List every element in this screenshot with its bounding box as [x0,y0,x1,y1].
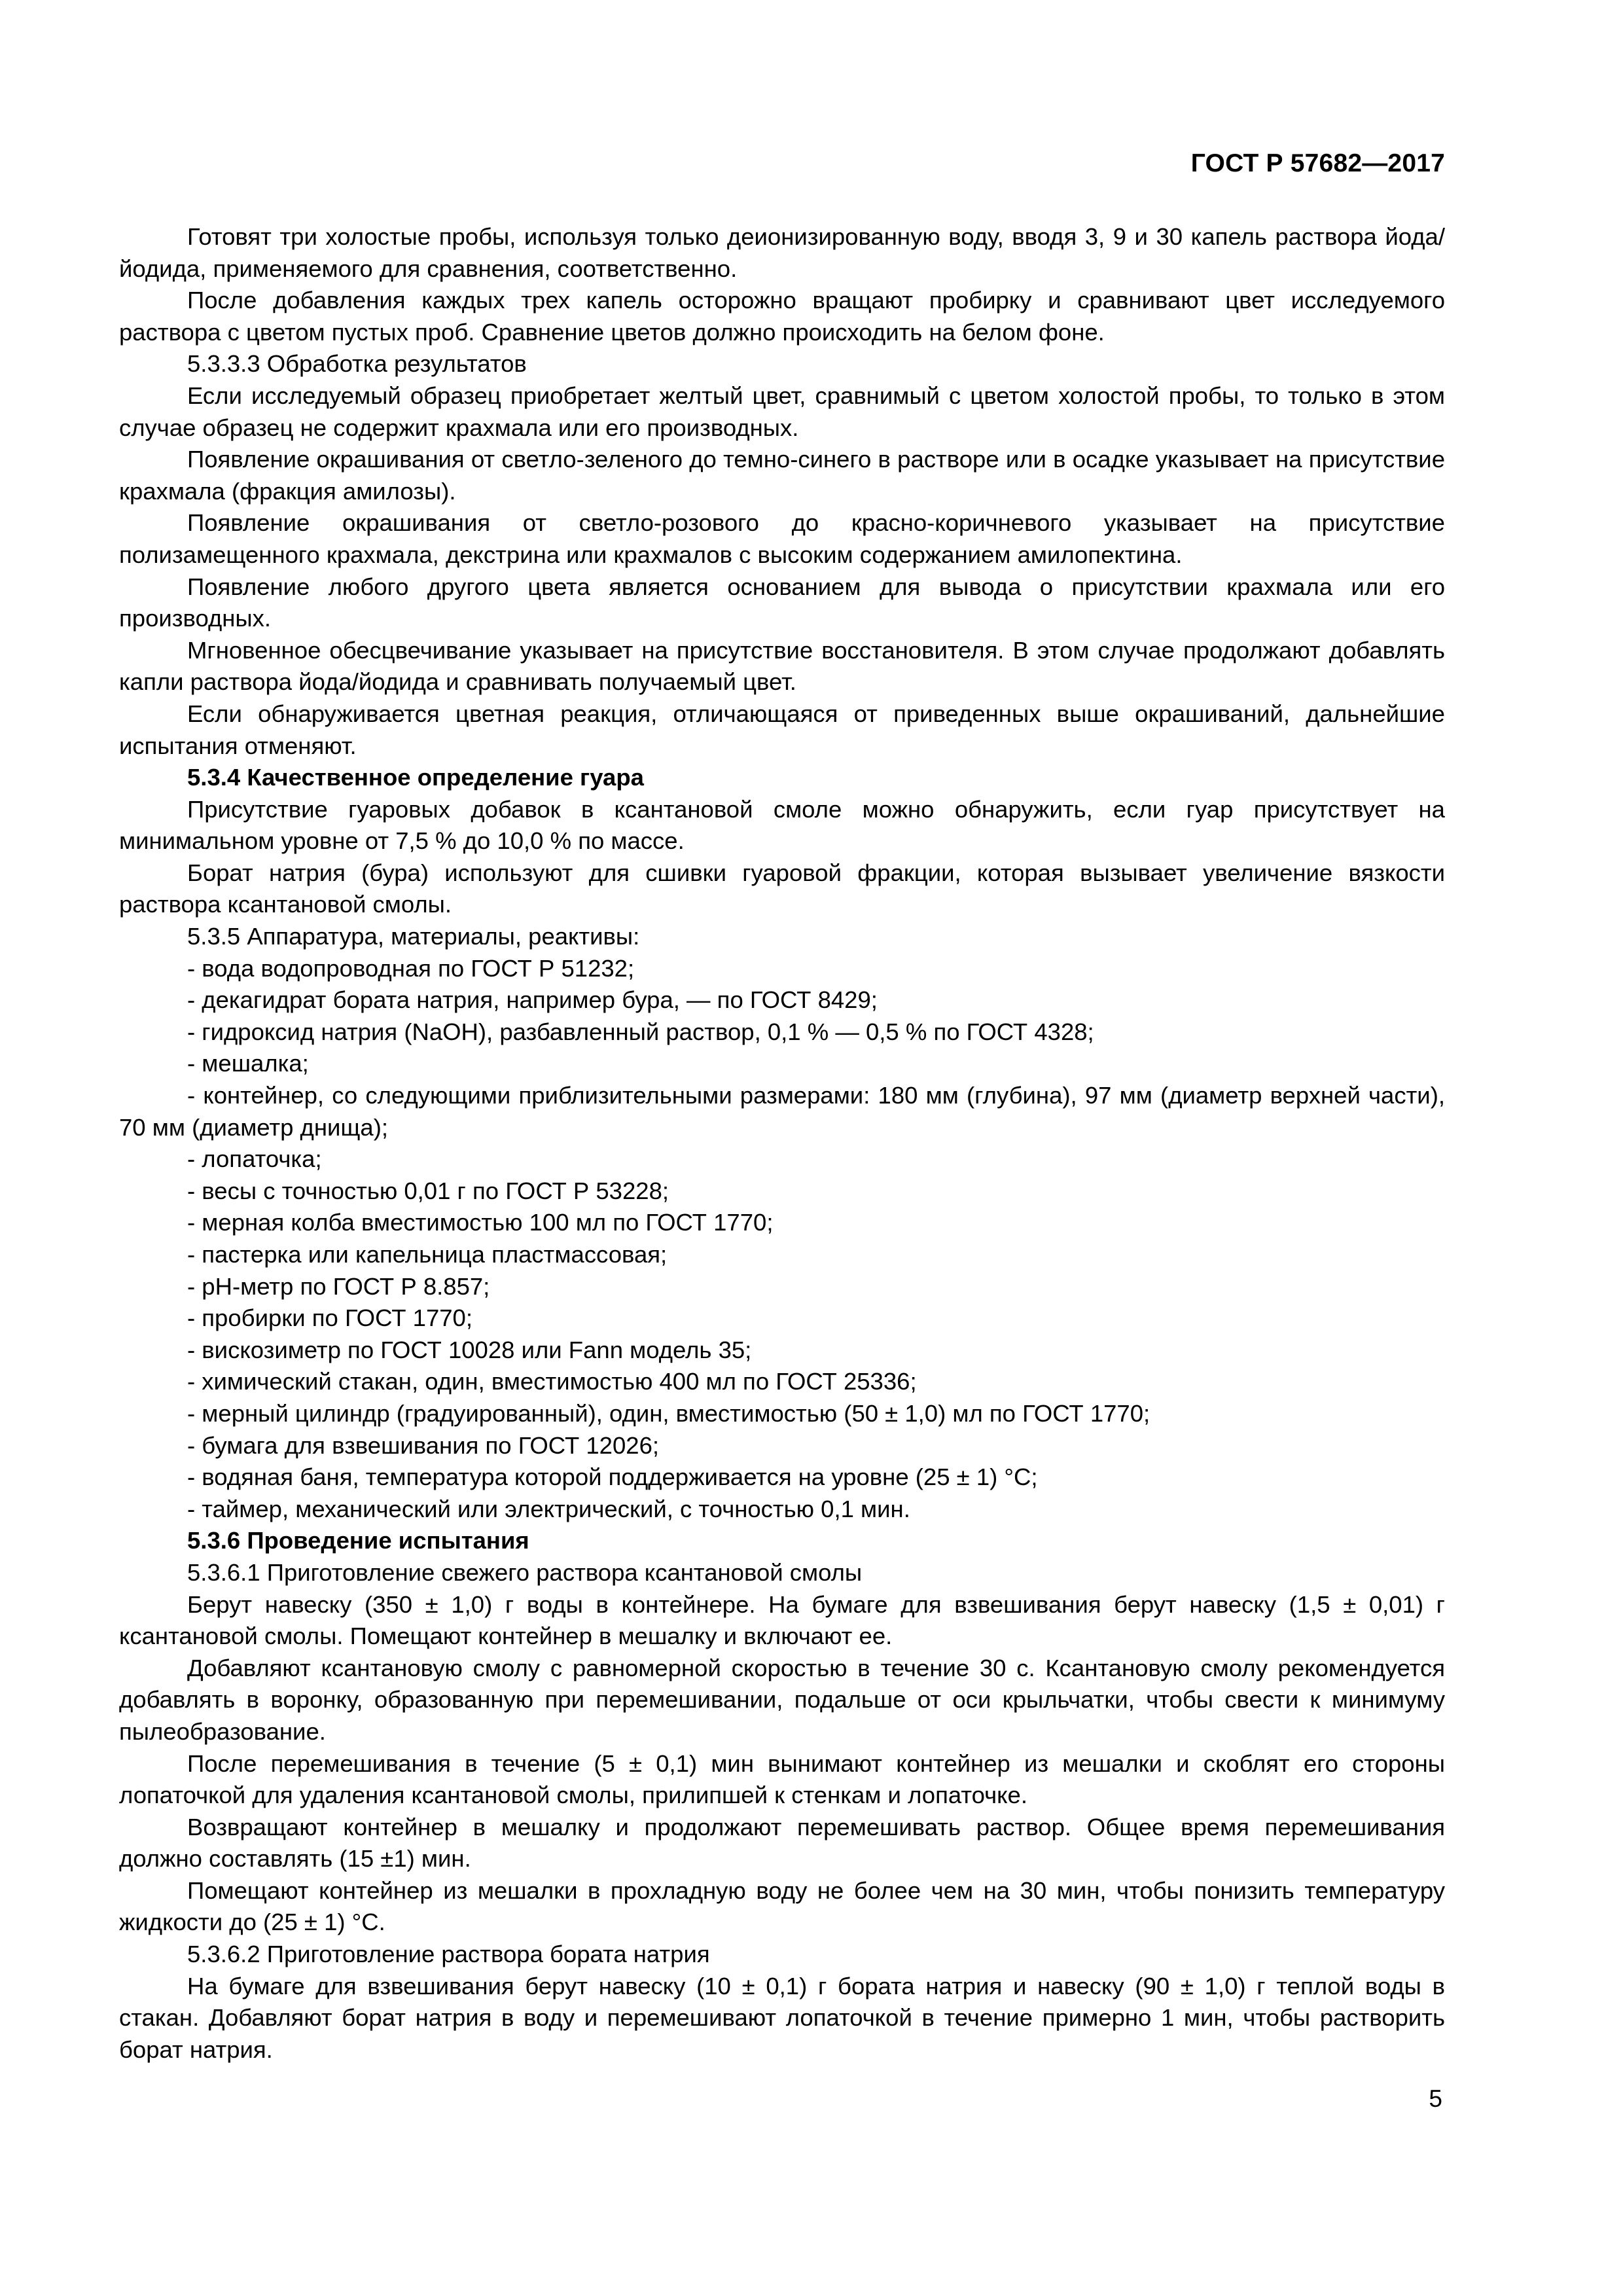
subsection-title: 5.3.6.1 Приготовление свежего раствора ксантановой смолы [187,1558,863,1586]
paragraph: После добавления каждых трех капель осторожно вращают пробирку и сравнивают цвет исследуемого раствора с цветом пустых проб. Сравнение цветов должно происходить на белом фоне. [119,287,1445,346]
paragraph: Если исследуемый образец приобретает желтый цвет, сравнимый с цветом холостой пробы, то только в этом случае образец не содержит крахмала или его производных. [119,382,1445,441]
list-item: - гидроксид натрия (NaOH), разбавленный раствор, 0,1 % — 0,5 % по ГОСТ 4328; [187,1018,1094,1045]
list-item: - таймер, механический или электрический, с точностью 0,1 мин. [187,1495,910,1522]
paragraph: После перемешивания в течение (5 ± 0,1) мин вынимают контейнер из мешалки и скоблят его стороны лопаточкой для удаления ксантановой смолы, прилипшей к стенкам и лопаточке. [119,1749,1445,1809]
paragraph: Готовят три холостые пробы, используя только деионизированную воду, вводя 3, 9 и 30 капель раствора йода/йодида, применяемого для сравнения, соответственно. [119,223,1445,282]
list-item: - водяная баня, температура которой поддерживается на уровне (25 ± 1) °С; [187,1463,1038,1491]
list-item: - пробирки по ГОСТ 1770; [187,1304,473,1332]
paragraph: Добавляют ксантановую смолу с равномерной скоростью в течение 30 с. Ксантановую смолу рекомендуется добавлять в воронку, образованную при перемешивании, подальше от оси крыльчатки, чтобы свести к минимуму пылеобразование. [119,1654,1445,1745]
section-heading: 5.3.4 Качественное определение гуара [187,764,644,791]
list-item: - мерная колба вместимостью 100 мл по ГОСТ 1770; [187,1209,774,1236]
list-item: - мешалка; [187,1050,309,1077]
list-item: - весы с точностью 0,01 г по ГОСТ Р 53228; [187,1177,669,1204]
subsection-title: 5.3.3.3 Обработка результатов [187,350,527,378]
page-number: 5 [1429,2085,1442,2112]
paragraph: Появление окрашивания от светло-зеленого до темно-синего в растворе или в осадке указывает на присутствие крахмала (фракция амилозы). [119,446,1445,505]
list-item: - мерный цилиндр (градуированный), один, вместимостью (50 ± 1,0) мл по ГОСТ 1770; [187,1399,1150,1427]
section-heading: 5.3.6 Проведение испытания [187,1527,529,1554]
paragraph: Берут навеску (350 ± 1,0) г воды в контейнере. На бумаге для взвешивания берут навеску (1,5 ± 0,01) г ксантановой смолы. Помещают контейнер в мешалку и включают ее. [119,1590,1445,1650]
list-item: - химический стакан, один, вместимостью 400 мл по ГОСТ 25336; [187,1368,917,1395]
list-item: - вискозиметр по ГОСТ 10028 или Fann модель 35; [187,1336,752,1363]
list-item: - декагидрат бората натрия, например бура, — по ГОСТ 8429; [187,986,878,1014]
subsection-title: 5.3.5 Аппаратура, материалы, реактивы: [187,923,640,950]
list-item: - контейнер, со следующими приблизительными размерами: 180 мм (глубина), 97 мм (диаметр верхней части), 70 мм (диаметр днища); [119,1082,1445,1141]
paragraph: Борат натрия (бура) используют для сшивки гуаровой фракции, которая вызывает увеличение вязкости раствора ксантановой смолы. [119,859,1445,918]
paragraph: Если обнаруживается цветная реакция, отличающаяся от приведенных выше окрашиваний, дальнейшие испытания отменяют. [119,700,1445,759]
paragraph: Появление любого другого цвета является основанием для вывода о присутствии крахмала или его производных. [119,573,1445,632]
list-item: - пастерка или капельница пластмассовая; [187,1241,668,1268]
paragraph: Возвращают контейнер в мешалку и продолжают перемешивать раствор. Общее время перемешивания должно составлять (15 ±1) мин. [119,1813,1445,1873]
list-item: - вода водопроводная по ГОСТ Р 51232; [187,954,635,982]
paragraph: Мгновенное обесцвечивание указывает на присутствие восстановителя. В этом случае продолжают добавлять капли раствора йода/йодида и сравнивать получаемый цвет. [119,636,1445,696]
paragraph: Присутствие гуаровых добавок в ксантановой смоле можно обнаружить, если гуар присутствует на минимальном уровне от 7,5 % до 10,0 % по массе. [119,795,1445,855]
subsection-title: 5.3.6.2 Приготовление раствора бората натрия [187,1941,710,1968]
list-item: - pH-метр по ГОСТ Р 8.857; [187,1272,490,1300]
paragraph: Появление окрашивания от светло-розового до красно-коричневого указывает на присутствие полизамещенного крахмала, декстрина или крахмалов с высоким содержанием амилопектина. [119,509,1445,568]
list-item: - лопаточка; [187,1145,322,1173]
paragraph: На бумаге для взвешивания берут навеску (10 ± 0,1) г бората натрия и навеску (90 ± 1,0) г теплой воды в стакан. Добавляют борат натрия в воду и перемешивают лопаточкой в течение примерно 1 мин, чтобы растворить борат натрия. [119,1972,1445,2063]
paragraph: Помещают контейнер из мешалки в прохладную воду не более чем на 30 мин, чтобы понизить температуру жидкости до (25 ± 1) °С. [119,1876,1445,1936]
document-standard-id: ГОСТ Р 57682—2017 [1190,149,1445,177]
list-item: - бумага для взвешивания по ГОСТ 12026; [187,1431,660,1459]
document-body [119,221,1445,2066]
